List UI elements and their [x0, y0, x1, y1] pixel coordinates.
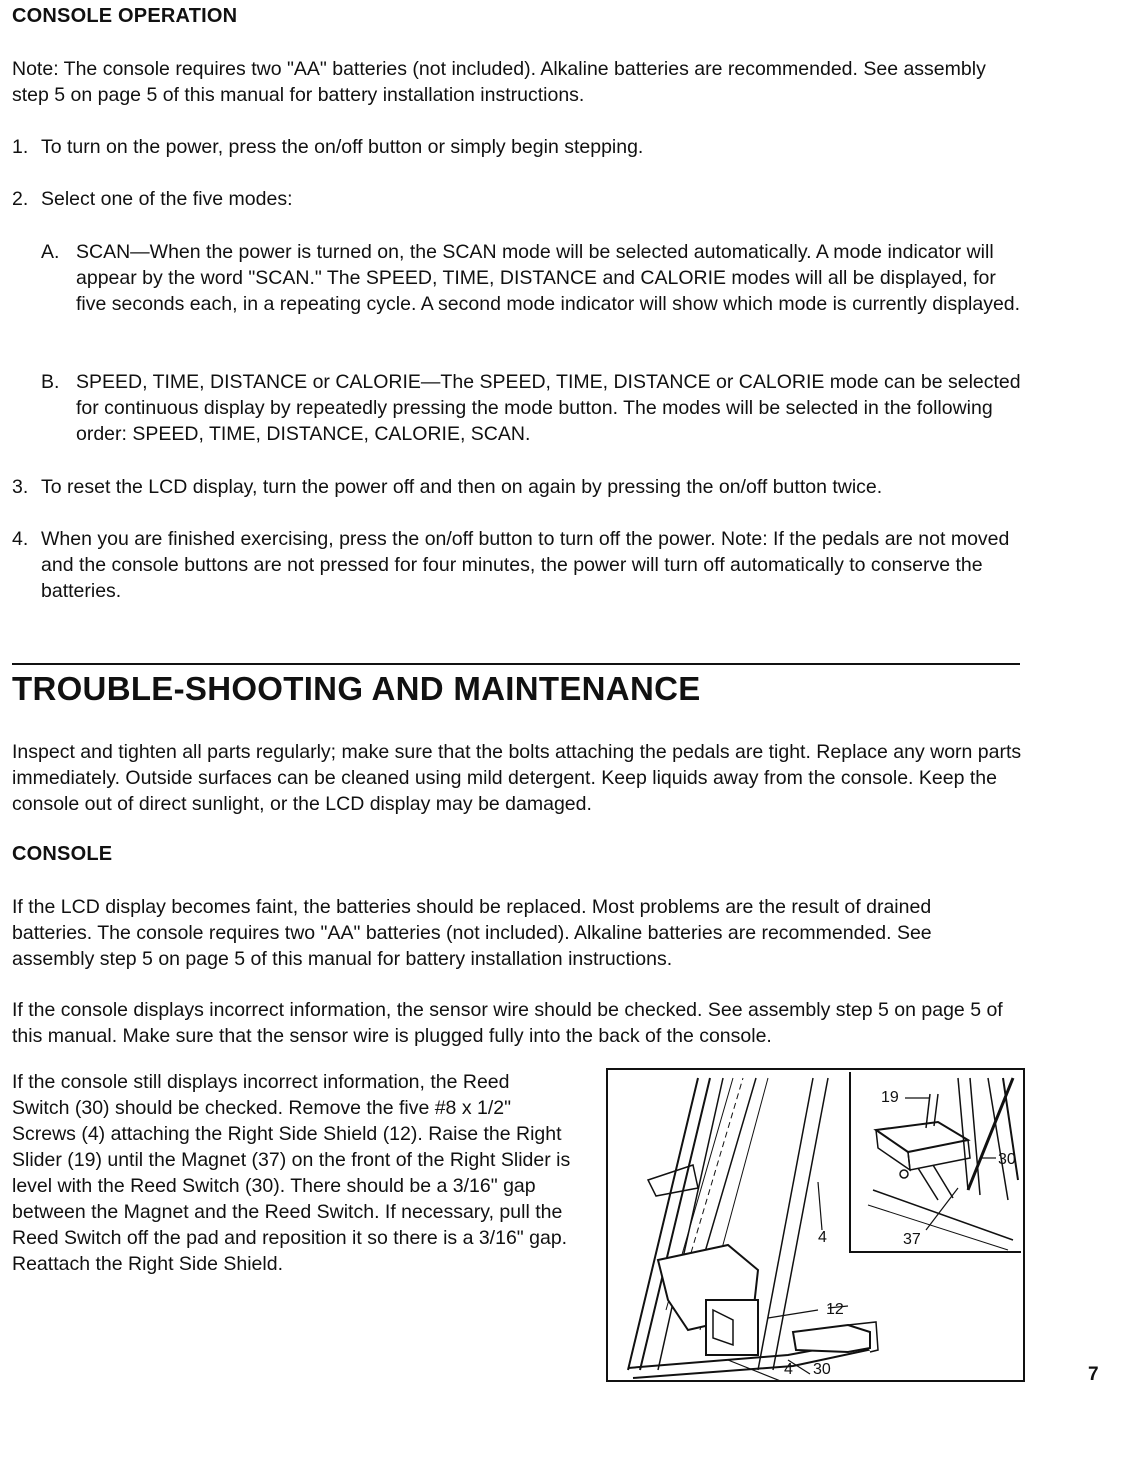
maintenance-title: TROUBLE-SHOOTING AND MAINTENANCE	[12, 670, 701, 707]
step-number: 1.	[12, 136, 29, 158]
step-number: 3.	[12, 476, 29, 498]
console-operation-heading: CONSOLE OPERATION	[12, 5, 238, 27]
mode-text: SPEED, TIME, DISTANCE or CALORIE—The SPEED, TIME, DISTANCE or CALORIE mode can be selected for continuous display by repeatedly pressing the mode button. The modes will be selected in the following order: SPEED, TIME, DISTANCE, CALORIE, SCAN.	[76, 371, 1021, 445]
battery-note: Note: The console requires two "AA" batteries (not included). Alkaline batteries are recommended. See assembly step 5 on page 5 of this manual for battery installation instructions.	[12, 58, 986, 106]
sensor-wire-paragraph: If the console displays incorrect information, the sensor wire should be checked. See assembly step 5 on page 5 of this manual. Make sure that the sensor wire is plugged fully into the back of the console.	[12, 999, 1003, 1047]
callout-slider: 19	[881, 1089, 899, 1106]
callout-shield: 12	[826, 1301, 844, 1318]
reed-switch-diagram	[606, 1068, 1025, 1382]
console-heading: CONSOLE	[12, 843, 113, 865]
step-number: 2.	[12, 188, 29, 210]
callout-screw-bottom: 4	[784, 1361, 793, 1378]
step-text: To turn on the power, press the on/off button or simply begin stepping.	[41, 136, 644, 158]
callout-screw-inset: 4	[818, 1229, 827, 1246]
reed-switch-paragraph: If the console still displays incorrect information, the Reed Switch (30) should be checked. Remove the five #8 x 1/2" Screws (4) attaching the Right Side Shield (12). Raise the Right Slider (19) until the Magnet (37) on the front of the Right Slider is level with the Reed Switch (30). There should be a 3/16" gap between the Magnet and the Reed Switch. If necessary, pull the Reed Switch off the pad and reposition it so there is a 3/16" gap. Reattach the Right Side Shield.	[12, 1071, 571, 1275]
callout-reed-switch-inset: 30	[998, 1151, 1016, 1168]
step-text: Select one of the five modes:	[41, 188, 293, 210]
step-text: To reset the LCD display, turn the power off and then on again by pressing the on/off button twice.	[41, 476, 883, 498]
mode-letter: A.	[41, 241, 60, 263]
page-number: 7	[1088, 1364, 1099, 1385]
diagram-drawing	[608, 1070, 1023, 1380]
step-number: 4.	[12, 528, 29, 550]
faint-display-paragraph: If the LCD display becomes faint, the batteries should be replaced. Most problems are the result of drained batteries. The console requires two "AA" batteries (not included). Alkaline batteries are recommended. See assembly step 5 on page 5 of this manual for battery installation instructions.	[12, 896, 932, 970]
callout-magnet: 37	[903, 1231, 921, 1248]
maintenance-intro: Inspect and tighten all parts regularly; make sure that the bolts attaching the pedals are tight. Replace any worn parts immediately. Outside surfaces can be cleaned using mild detergent. Keep liquids away from the console. Keep the console out of direct sunlight, or the LCD display may be damaged.	[12, 741, 1022, 815]
mode-text: SCAN—When the power is turned on, the SCAN mode will be selected automatically. A mode indicator will appear by the word "SCAN." The SPEED, TIME, DISTANCE and CALORIE modes will all be displayed, for five seconds each, in a repeating cycle. A second mode indicator will show which mode is currently displayed.	[76, 241, 1021, 315]
mode-letter: B.	[41, 371, 60, 393]
callout-reed-switch-bottom: 30	[813, 1361, 831, 1378]
step-text: When you are finished exercising, press the on/off button to turn off the power. Note: If the pedals are not moved and the console buttons are not pressed for four minutes, the power will turn off automatically to conserve the batteries.	[41, 528, 1010, 602]
section-divider	[12, 663, 1020, 665]
